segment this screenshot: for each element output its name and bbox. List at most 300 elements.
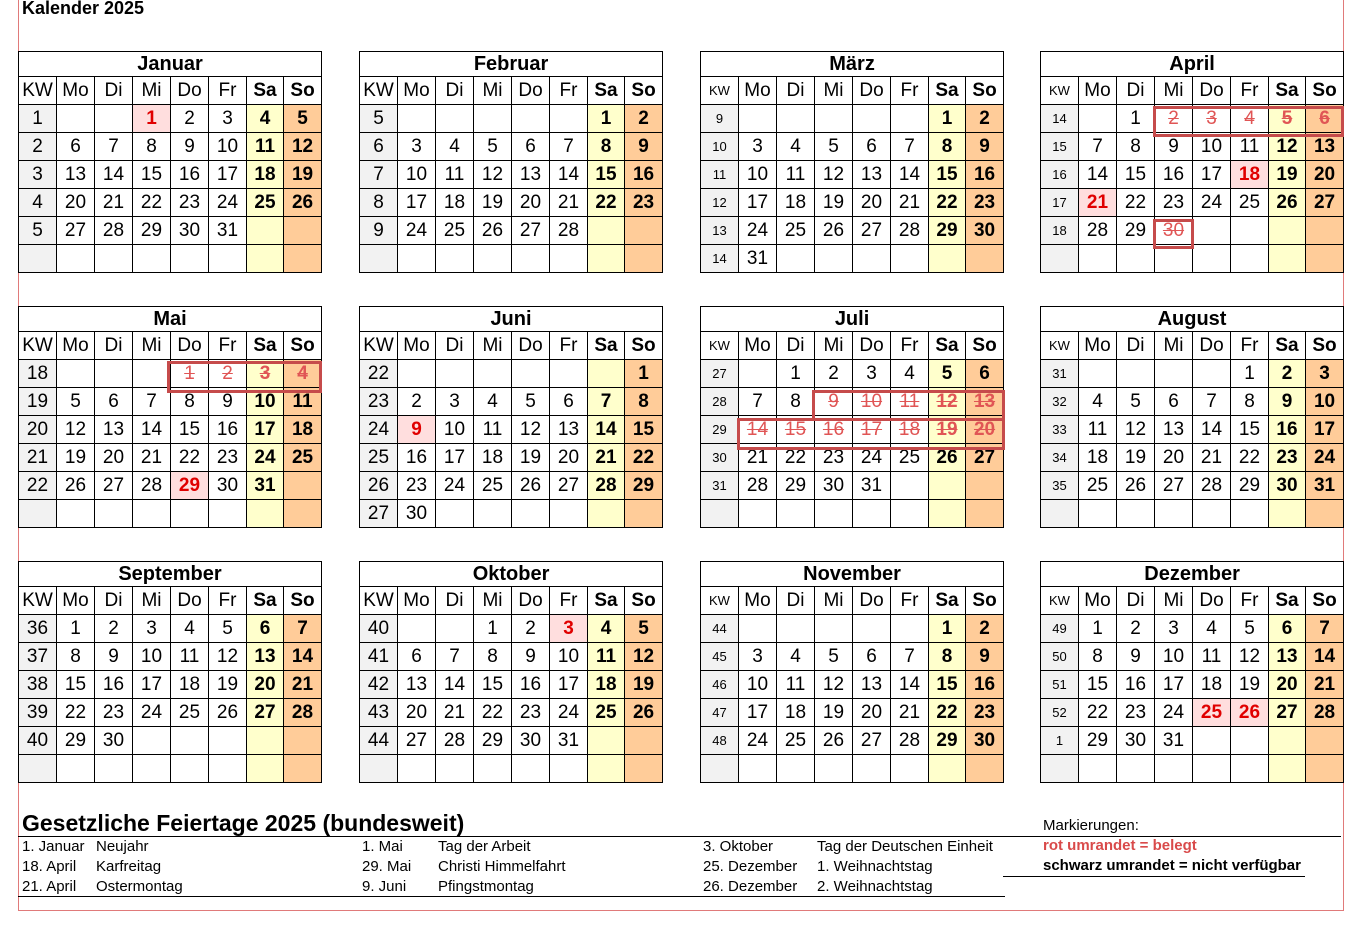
day-cell[interactable]: 9 [815, 388, 853, 416]
day-cell[interactable] [1269, 727, 1306, 755]
day-cell[interactable] [171, 727, 209, 755]
day-cell[interactable]: 3 [398, 133, 436, 161]
day-cell[interactable]: 27 [853, 217, 891, 245]
day-cell[interactable]: 15 [1079, 671, 1117, 699]
day-cell[interactable]: 12 [209, 643, 247, 671]
day-cell[interactable]: 16 [966, 671, 1004, 699]
day-cell[interactable]: 22 [625, 444, 663, 472]
day-cell[interactable]: 10 [436, 416, 474, 444]
day-cell[interactable] [550, 755, 588, 783]
day-cell[interactable] [1117, 360, 1155, 388]
day-cell[interactable]: 10 [550, 643, 588, 671]
day-cell[interactable] [95, 500, 133, 528]
day-cell[interactable]: 3 [739, 133, 777, 161]
day-cell[interactable]: 10 [853, 388, 891, 416]
day-cell[interactable] [550, 500, 588, 528]
day-cell[interactable] [739, 500, 777, 528]
day-cell[interactable] [436, 245, 474, 273]
day-cell[interactable] [966, 755, 1004, 783]
day-cell[interactable]: 15 [625, 416, 663, 444]
day-cell[interactable]: 14 [891, 671, 929, 699]
day-cell[interactable]: 29 [625, 472, 663, 500]
day-cell[interactable]: 4 [247, 105, 284, 133]
day-cell[interactable]: 5 [929, 360, 966, 388]
day-cell[interactable]: 7 [588, 388, 625, 416]
day-cell[interactable]: 28 [891, 217, 929, 245]
day-cell[interactable]: 10 [1155, 643, 1193, 671]
day-cell[interactable]: 1 [929, 615, 966, 643]
day-cell[interactable] [247, 755, 284, 783]
day-cell[interactable] [1231, 500, 1269, 528]
day-cell[interactable]: 31 [1306, 472, 1344, 500]
day-cell[interactable]: 1 [1079, 615, 1117, 643]
day-cell[interactable]: 6 [95, 388, 133, 416]
day-cell[interactable]: 26 [474, 217, 512, 245]
day-cell[interactable]: 6 [1155, 388, 1193, 416]
day-cell[interactable]: 1 [57, 615, 95, 643]
day-cell[interactable] [1193, 217, 1231, 245]
day-cell[interactable] [57, 245, 95, 273]
day-cell[interactable] [588, 500, 625, 528]
day-cell[interactable]: 25 [1079, 472, 1117, 500]
day-cell[interactable] [474, 245, 512, 273]
day-cell[interactable]: 2 [171, 105, 209, 133]
day-cell[interactable] [1231, 727, 1269, 755]
day-cell[interactable]: 28 [891, 727, 929, 755]
day-cell[interactable]: 1 [777, 360, 815, 388]
day-cell[interactable]: 14 [95, 161, 133, 189]
day-cell[interactable]: 27 [512, 217, 550, 245]
day-cell[interactable]: 23 [512, 699, 550, 727]
day-cell[interactable]: 8 [929, 643, 966, 671]
day-cell[interactable] [929, 472, 966, 500]
day-cell[interactable]: 14 [436, 671, 474, 699]
day-cell[interactable]: 12 [815, 671, 853, 699]
day-cell[interactable]: 29 [929, 727, 966, 755]
day-cell[interactable] [853, 755, 891, 783]
day-cell[interactable]: 15 [171, 416, 209, 444]
day-cell[interactable]: 28 [1079, 217, 1117, 245]
day-cell[interactable] [247, 727, 284, 755]
day-cell[interactable] [891, 500, 929, 528]
day-cell[interactable] [1117, 755, 1155, 783]
day-cell[interactable]: 15 [474, 671, 512, 699]
day-cell[interactable]: 5 [625, 615, 663, 643]
day-cell[interactable]: 6 [1269, 615, 1306, 643]
day-cell[interactable]: 29 [777, 472, 815, 500]
day-cell[interactable] [853, 615, 891, 643]
day-cell[interactable]: 26 [1231, 699, 1269, 727]
day-cell[interactable] [1231, 245, 1269, 273]
day-cell[interactable]: 30 [966, 217, 1004, 245]
day-cell[interactable]: 8 [929, 133, 966, 161]
day-cell[interactable] [815, 105, 853, 133]
day-cell[interactable] [398, 755, 436, 783]
day-cell[interactable]: 31 [209, 217, 247, 245]
day-cell[interactable]: 25 [1193, 699, 1231, 727]
day-cell[interactable]: 27 [57, 217, 95, 245]
day-cell[interactable]: 18 [436, 189, 474, 217]
day-cell[interactable]: 8 [1231, 388, 1269, 416]
day-cell[interactable] [284, 727, 322, 755]
day-cell[interactable] [966, 245, 1004, 273]
day-cell[interactable]: 17 [1306, 416, 1344, 444]
day-cell[interactable] [398, 360, 436, 388]
day-cell[interactable] [284, 245, 322, 273]
day-cell[interactable]: 4 [777, 133, 815, 161]
day-cell[interactable] [777, 500, 815, 528]
day-cell[interactable]: 23 [815, 444, 853, 472]
day-cell[interactable] [247, 217, 284, 245]
day-cell[interactable]: 3 [133, 615, 171, 643]
day-cell[interactable]: 30 [95, 727, 133, 755]
day-cell[interactable] [815, 245, 853, 273]
day-cell[interactable]: 27 [1306, 189, 1344, 217]
day-cell[interactable]: 19 [209, 671, 247, 699]
day-cell[interactable]: 7 [133, 388, 171, 416]
day-cell[interactable]: 5 [815, 643, 853, 671]
day-cell[interactable]: 2 [966, 105, 1004, 133]
day-cell[interactable] [247, 500, 284, 528]
day-cell[interactable]: 9 [398, 416, 436, 444]
day-cell[interactable]: 20 [853, 189, 891, 217]
day-cell[interactable]: 2 [398, 388, 436, 416]
day-cell[interactable]: 2 [1269, 360, 1306, 388]
day-cell[interactable]: 16 [171, 161, 209, 189]
day-cell[interactable]: 27 [247, 699, 284, 727]
day-cell[interactable]: 1 [474, 615, 512, 643]
day-cell[interactable]: 7 [550, 133, 588, 161]
day-cell[interactable]: 30 [815, 472, 853, 500]
day-cell[interactable]: 26 [209, 699, 247, 727]
day-cell[interactable] [284, 500, 322, 528]
day-cell[interactable] [588, 755, 625, 783]
day-cell[interactable]: 5 [1231, 615, 1269, 643]
day-cell[interactable]: 23 [209, 444, 247, 472]
day-cell[interactable]: 25 [588, 699, 625, 727]
day-cell[interactable]: 6 [853, 133, 891, 161]
day-cell[interactable]: 3 [209, 105, 247, 133]
day-cell[interactable]: 23 [966, 189, 1004, 217]
day-cell[interactable]: 2 [209, 360, 247, 388]
day-cell[interactable]: 4 [1079, 388, 1117, 416]
day-cell[interactable]: 3 [739, 643, 777, 671]
day-cell[interactable]: 11 [777, 671, 815, 699]
day-cell[interactable]: 5 [57, 388, 95, 416]
day-cell[interactable]: 22 [133, 189, 171, 217]
day-cell[interactable]: 24 [133, 699, 171, 727]
day-cell[interactable]: 8 [588, 133, 625, 161]
day-cell[interactable] [777, 755, 815, 783]
day-cell[interactable]: 11 [474, 416, 512, 444]
day-cell[interactable] [1079, 105, 1117, 133]
day-cell[interactable]: 10 [209, 133, 247, 161]
day-cell[interactable] [474, 500, 512, 528]
day-cell[interactable] [474, 360, 512, 388]
day-cell[interactable]: 11 [436, 161, 474, 189]
day-cell[interactable]: 20 [1306, 161, 1344, 189]
day-cell[interactable] [1193, 727, 1231, 755]
day-cell[interactable]: 19 [815, 699, 853, 727]
day-cell[interactable]: 8 [625, 388, 663, 416]
day-cell[interactable]: 28 [588, 472, 625, 500]
day-cell[interactable]: 21 [95, 189, 133, 217]
day-cell[interactable] [1155, 500, 1193, 528]
day-cell[interactable]: 19 [57, 444, 95, 472]
day-cell[interactable]: 5 [815, 133, 853, 161]
day-cell[interactable]: 24 [853, 444, 891, 472]
day-cell[interactable]: 26 [929, 444, 966, 472]
day-cell[interactable]: 25 [247, 189, 284, 217]
day-cell[interactable]: 31 [853, 472, 891, 500]
day-cell[interactable]: 18 [777, 189, 815, 217]
day-cell[interactable]: 16 [209, 416, 247, 444]
day-cell[interactable]: 30 [1269, 472, 1306, 500]
day-cell[interactable]: 6 [550, 388, 588, 416]
day-cell[interactable]: 7 [1079, 133, 1117, 161]
day-cell[interactable]: 30 [1155, 217, 1193, 245]
day-cell[interactable]: 15 [929, 161, 966, 189]
day-cell[interactable]: 20 [398, 699, 436, 727]
day-cell[interactable]: 25 [284, 444, 322, 472]
day-cell[interactable]: 16 [815, 416, 853, 444]
day-cell[interactable] [550, 245, 588, 273]
day-cell[interactable]: 19 [1269, 161, 1306, 189]
day-cell[interactable]: 16 [95, 671, 133, 699]
day-cell[interactable]: 25 [777, 217, 815, 245]
day-cell[interactable]: 28 [1193, 472, 1231, 500]
day-cell[interactable]: 18 [1193, 671, 1231, 699]
day-cell[interactable]: 7 [1193, 388, 1231, 416]
day-cell[interactable]: 23 [625, 189, 663, 217]
day-cell[interactable]: 25 [891, 444, 929, 472]
day-cell[interactable] [1155, 245, 1193, 273]
day-cell[interactable]: 19 [815, 189, 853, 217]
day-cell[interactable] [1079, 245, 1117, 273]
day-cell[interactable]: 8 [777, 388, 815, 416]
day-cell[interactable] [209, 500, 247, 528]
day-cell[interactable]: 10 [247, 388, 284, 416]
day-cell[interactable]: 23 [171, 189, 209, 217]
day-cell[interactable]: 29 [929, 217, 966, 245]
day-cell[interactable] [398, 615, 436, 643]
day-cell[interactable]: 27 [853, 727, 891, 755]
day-cell[interactable]: 9 [1117, 643, 1155, 671]
day-cell[interactable]: 13 [1155, 416, 1193, 444]
day-cell[interactable]: 12 [1117, 416, 1155, 444]
day-cell[interactable]: 26 [815, 727, 853, 755]
day-cell[interactable] [966, 472, 1004, 500]
day-cell[interactable]: 21 [436, 699, 474, 727]
day-cell[interactable]: 14 [133, 416, 171, 444]
day-cell[interactable]: 29 [57, 727, 95, 755]
day-cell[interactable]: 28 [550, 217, 588, 245]
day-cell[interactable]: 22 [1231, 444, 1269, 472]
day-cell[interactable]: 9 [1269, 388, 1306, 416]
day-cell[interactable]: 13 [95, 416, 133, 444]
day-cell[interactable]: 17 [739, 699, 777, 727]
day-cell[interactable]: 9 [95, 643, 133, 671]
day-cell[interactable]: 24 [436, 472, 474, 500]
day-cell[interactable]: 18 [247, 161, 284, 189]
day-cell[interactable]: 5 [284, 105, 322, 133]
day-cell[interactable] [436, 500, 474, 528]
day-cell[interactable]: 2 [95, 615, 133, 643]
day-cell[interactable]: 20 [512, 189, 550, 217]
day-cell[interactable]: 17 [436, 444, 474, 472]
day-cell[interactable]: 3 [1193, 105, 1231, 133]
day-cell[interactable] [209, 245, 247, 273]
day-cell[interactable]: 20 [966, 416, 1004, 444]
day-cell[interactable]: 18 [1231, 161, 1269, 189]
day-cell[interactable]: 4 [436, 133, 474, 161]
day-cell[interactable]: 20 [57, 189, 95, 217]
day-cell[interactable]: 28 [284, 699, 322, 727]
day-cell[interactable] [739, 105, 777, 133]
day-cell[interactable]: 17 [1193, 161, 1231, 189]
day-cell[interactable]: 1 [929, 105, 966, 133]
day-cell[interactable]: 4 [777, 643, 815, 671]
day-cell[interactable]: 23 [966, 699, 1004, 727]
day-cell[interactable] [739, 755, 777, 783]
day-cell[interactable]: 16 [1117, 671, 1155, 699]
day-cell[interactable]: 1 [588, 105, 625, 133]
day-cell[interactable]: 6 [512, 133, 550, 161]
day-cell[interactable] [398, 105, 436, 133]
day-cell[interactable]: 5 [512, 388, 550, 416]
day-cell[interactable] [512, 500, 550, 528]
day-cell[interactable]: 28 [436, 727, 474, 755]
day-cell[interactable]: 4 [284, 360, 322, 388]
day-cell[interactable] [853, 500, 891, 528]
day-cell[interactable]: 6 [398, 643, 436, 671]
day-cell[interactable] [588, 217, 625, 245]
day-cell[interactable]: 29 [1117, 217, 1155, 245]
day-cell[interactable] [1306, 727, 1344, 755]
day-cell[interactable]: 24 [1306, 444, 1344, 472]
day-cell[interactable]: 1 [625, 360, 663, 388]
day-cell[interactable]: 22 [474, 699, 512, 727]
day-cell[interactable]: 1 [133, 105, 171, 133]
day-cell[interactable] [891, 245, 929, 273]
day-cell[interactable]: 9 [625, 133, 663, 161]
day-cell[interactable] [95, 360, 133, 388]
day-cell[interactable]: 20 [853, 699, 891, 727]
day-cell[interactable] [57, 360, 95, 388]
day-cell[interactable]: 17 [1155, 671, 1193, 699]
day-cell[interactable]: 16 [1155, 161, 1193, 189]
day-cell[interactable] [1117, 245, 1155, 273]
day-cell[interactable]: 26 [815, 217, 853, 245]
day-cell[interactable] [588, 727, 625, 755]
day-cell[interactable]: 24 [1193, 189, 1231, 217]
day-cell[interactable]: 22 [57, 699, 95, 727]
day-cell[interactable]: 7 [739, 388, 777, 416]
day-cell[interactable]: 30 [398, 500, 436, 528]
day-cell[interactable]: 18 [284, 416, 322, 444]
day-cell[interactable]: 16 [966, 161, 1004, 189]
day-cell[interactable]: 27 [95, 472, 133, 500]
day-cell[interactable]: 25 [1231, 189, 1269, 217]
day-cell[interactable]: 4 [1193, 615, 1231, 643]
day-cell[interactable]: 7 [436, 643, 474, 671]
day-cell[interactable]: 18 [1079, 444, 1117, 472]
day-cell[interactable] [95, 105, 133, 133]
day-cell[interactable]: 19 [625, 671, 663, 699]
day-cell[interactable]: 25 [777, 727, 815, 755]
day-cell[interactable]: 12 [929, 388, 966, 416]
day-cell[interactable]: 30 [209, 472, 247, 500]
day-cell[interactable] [1117, 500, 1155, 528]
day-cell[interactable]: 30 [966, 727, 1004, 755]
day-cell[interactable]: 2 [625, 105, 663, 133]
day-cell[interactable] [815, 755, 853, 783]
day-cell[interactable]: 15 [57, 671, 95, 699]
day-cell[interactable]: 24 [209, 189, 247, 217]
day-cell[interactable]: 12 [1231, 643, 1269, 671]
day-cell[interactable]: 15 [1231, 416, 1269, 444]
day-cell[interactable]: 11 [1193, 643, 1231, 671]
day-cell[interactable]: 23 [398, 472, 436, 500]
day-cell[interactable]: 26 [284, 189, 322, 217]
day-cell[interactable] [1193, 245, 1231, 273]
day-cell[interactable] [57, 500, 95, 528]
day-cell[interactable]: 13 [512, 161, 550, 189]
day-cell[interactable]: 3 [1306, 360, 1344, 388]
day-cell[interactable]: 2 [966, 615, 1004, 643]
day-cell[interactable]: 29 [1079, 727, 1117, 755]
day-cell[interactable]: 3 [550, 615, 588, 643]
day-cell[interactable]: 26 [625, 699, 663, 727]
day-cell[interactable]: 13 [853, 671, 891, 699]
day-cell[interactable] [739, 615, 777, 643]
day-cell[interactable] [1155, 360, 1193, 388]
day-cell[interactable] [209, 727, 247, 755]
day-cell[interactable]: 18 [777, 699, 815, 727]
day-cell[interactable]: 12 [474, 161, 512, 189]
day-cell[interactable]: 27 [1269, 699, 1306, 727]
day-cell[interactable] [739, 360, 777, 388]
day-cell[interactable] [777, 105, 815, 133]
day-cell[interactable] [1193, 500, 1231, 528]
day-cell[interactable] [512, 105, 550, 133]
day-cell[interactable]: 9 [966, 643, 1004, 671]
day-cell[interactable] [625, 727, 663, 755]
day-cell[interactable] [1269, 217, 1306, 245]
day-cell[interactable]: 18 [171, 671, 209, 699]
day-cell[interactable]: 20 [1155, 444, 1193, 472]
day-cell[interactable]: 16 [398, 444, 436, 472]
day-cell[interactable]: 14 [739, 416, 777, 444]
day-cell[interactable]: 16 [1269, 416, 1306, 444]
day-cell[interactable]: 11 [891, 388, 929, 416]
day-cell[interactable] [1306, 217, 1344, 245]
day-cell[interactable]: 23 [1155, 189, 1193, 217]
day-cell[interactable]: 19 [474, 189, 512, 217]
day-cell[interactable]: 22 [588, 189, 625, 217]
day-cell[interactable]: 20 [95, 444, 133, 472]
day-cell[interactable]: 8 [1079, 643, 1117, 671]
day-cell[interactable]: 31 [550, 727, 588, 755]
day-cell[interactable] [1193, 360, 1231, 388]
day-cell[interactable]: 26 [1269, 189, 1306, 217]
day-cell[interactable] [966, 500, 1004, 528]
day-cell[interactable]: 28 [739, 472, 777, 500]
day-cell[interactable] [1155, 755, 1193, 783]
day-cell[interactable]: 14 [550, 161, 588, 189]
day-cell[interactable]: 15 [588, 161, 625, 189]
day-cell[interactable]: 19 [929, 416, 966, 444]
